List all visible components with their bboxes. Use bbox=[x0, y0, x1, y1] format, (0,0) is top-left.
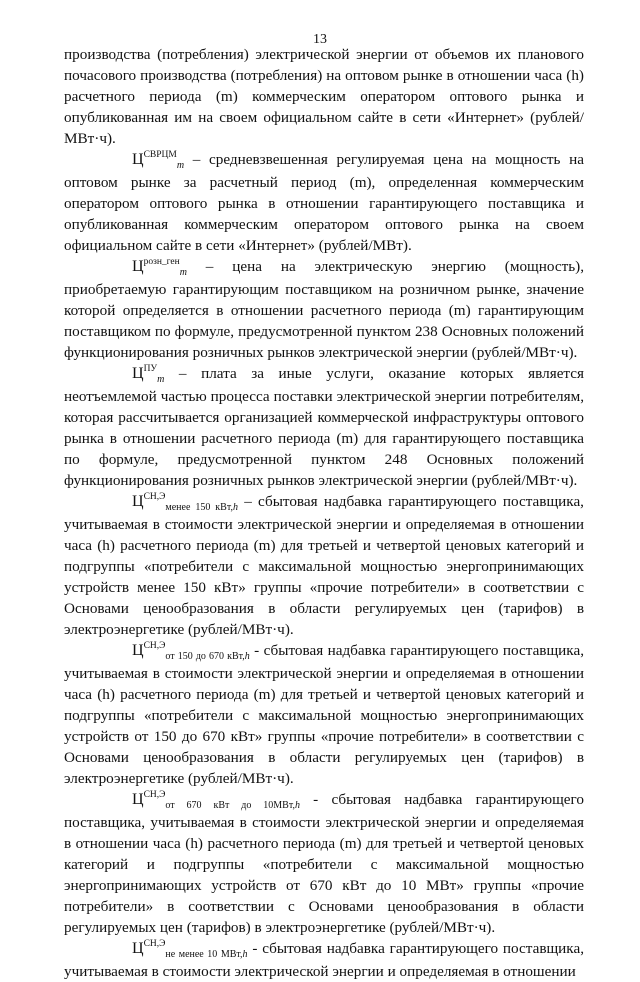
definition-sn-not-less-10mw bbox=[64, 938, 584, 982]
symbol-subscript: m bbox=[157, 374, 165, 385]
symbol-superscript: СН,Э bbox=[143, 939, 166, 949]
definition-sn-less-150 bbox=[64, 491, 584, 640]
formula-symbol: $Ц^{СН,Э}$ bbox=[132, 939, 166, 957]
definition-cvrcm bbox=[64, 149, 584, 256]
definition-text: – сбытовая надбавка гарантирующего поставщика, учитываемая в стоимости электрической энергии и определяемая в отношении часа (h) расчетного периода (m) для третьей и четвертой ценовых категорий и подгруппы «потребители с максимальной мощностью энергопринимающих устройств менее 150 кВт» группы «прочие потребители» в соответствии с Основами ценообразования в области регулируемых цен (тарифов) в электроэнергетике (рублей/МВт·ч). bbox=[64, 493, 584, 638]
symbol-superscript: розн_ген bbox=[143, 257, 180, 267]
definition-text: - сбытовая надбавка гарантирующего поставщика, учитываемая в стоимости электрической энергии и определяемая в отношении часа (h) расчетного периода (m) для третьей и четвертой ценовых категорий и подгруппы «потребители с максимальной мощностью энергопринимающих устройств от 670 кВт до 10 МВт» группы «прочие потребители» в соответствии с Основами ценообразования в области регулируемых цен (тарифов) в электроэнергетике (рублей/МВт·ч). bbox=[64, 791, 584, 936]
formula-symbol: $Ц^{СВРЦМ}$ bbox=[132, 150, 177, 168]
symbol-subscript: от 150 до 670 кВт, bbox=[165, 651, 245, 662]
symbol-superscript: СН,Э bbox=[143, 641, 166, 651]
symbol-subscript-h: h bbox=[244, 651, 250, 662]
definition-text: – цена на электрическую энергию (мощность), приобретаемую гарантирующим поставщиком на розничном рынке, значение которой определяется в отношении расчетного периода (m) гарантирующим поставщиком по формуле, предусмотренной пунктом 238 Основных положений функционирования розничных рынков электрической энергии (рублей/МВт·ч). bbox=[64, 258, 584, 361]
symbol-subscript-h: h bbox=[294, 800, 300, 811]
definition-text: – плата за иные услуги, оказание которых является неотъемлемой частью процесса поставки электрической энергии потребителям, которая рассчитывается организацией коммерческой инфраструктуры оптового рынка в отношении расчетного периода (m) для гарантирующего поставщика по формуле, предусмотренной пунктом 248 Основных положений функционирования розничных рынков электрической энергии (рублей/МВт·ч). bbox=[64, 365, 584, 489]
symbol-subscript: не менее 10 МВт, bbox=[165, 949, 243, 960]
symbol-subscript-h: h bbox=[232, 502, 238, 513]
symbol-superscript: СН,Э bbox=[143, 492, 166, 502]
page-number: 13 bbox=[313, 32, 327, 47]
symbol-subscript: m bbox=[179, 267, 187, 278]
symbol-superscript: ПУ bbox=[143, 364, 158, 374]
symbol-subscript: менее 150 кВт, bbox=[165, 502, 233, 513]
paragraph-continuation: производства (потребления) электрической энергии от объемов их планового почасового производства (потребления) на оптовом рынке в отношении часа (h) расчетного периода (m) коммерческим оператором оптового рынка и опубликованная им на своем официальном сайте в сети «Интернет» (рублей/МВт·ч). bbox=[64, 46, 584, 147]
formula-symbol: $Ц^{ПУ}$ bbox=[132, 364, 158, 382]
definition-pu bbox=[64, 363, 584, 491]
symbol-superscript: СВРЦМ bbox=[143, 150, 177, 160]
definition-text: - сбытовая надбавка гарантирующего поставщика, учитываемая в стоимости электрической энергии и определяемая в отношении bbox=[64, 940, 584, 980]
formula-symbol: $Ц^{СН,Э}$ bbox=[132, 492, 166, 510]
symbol-subscript-h: h bbox=[242, 949, 248, 960]
formula-symbol: $Ц^{СН,Э}$ bbox=[132, 641, 166, 659]
definition-sn-670-10mw bbox=[64, 789, 584, 938]
definition-rozn-gen bbox=[64, 256, 584, 363]
definition-text: – средневзвешенная регулируемая цена на мощность на оптовом рынке за расчетный период (m), определенная коммерческим оператором оптового рынка в отношении гарантирующего поставщика и опубликованная коммерческим оператором оптового рынка на своем официальном сайте в сети «Интернет» (рублей/МВт). bbox=[64, 151, 584, 254]
definition-text: - сбытовая надбавка гарантирующего поставщика, учитываемая в стоимости электрической энергии и определяемая в отношении часа (h) расчетного периода (m) для третьей и четвертой ценовых категорий и подгруппы «потребители с максимальной мощностью энергопринимающих устройств от 150 до 670 кВт» группы «прочие потребители» в соответствии с Основами ценообразования в области регулируемых цен (тарифов) в электроэнергетике (рублей/МВт·ч). bbox=[64, 642, 584, 787]
symbol-superscript: СН,Э bbox=[143, 790, 166, 800]
definition-sn-150-670 bbox=[64, 640, 584, 789]
document-body bbox=[64, 44, 584, 982]
formula-symbol: $Ц^{розн\_ген}$ bbox=[132, 257, 180, 275]
symbol-subscript: от 670 кВт до 10МВт, bbox=[165, 800, 295, 811]
symbol-subscript: m bbox=[176, 160, 185, 171]
formula-symbol: $Ц^{СН,Э}$ bbox=[132, 790, 166, 808]
